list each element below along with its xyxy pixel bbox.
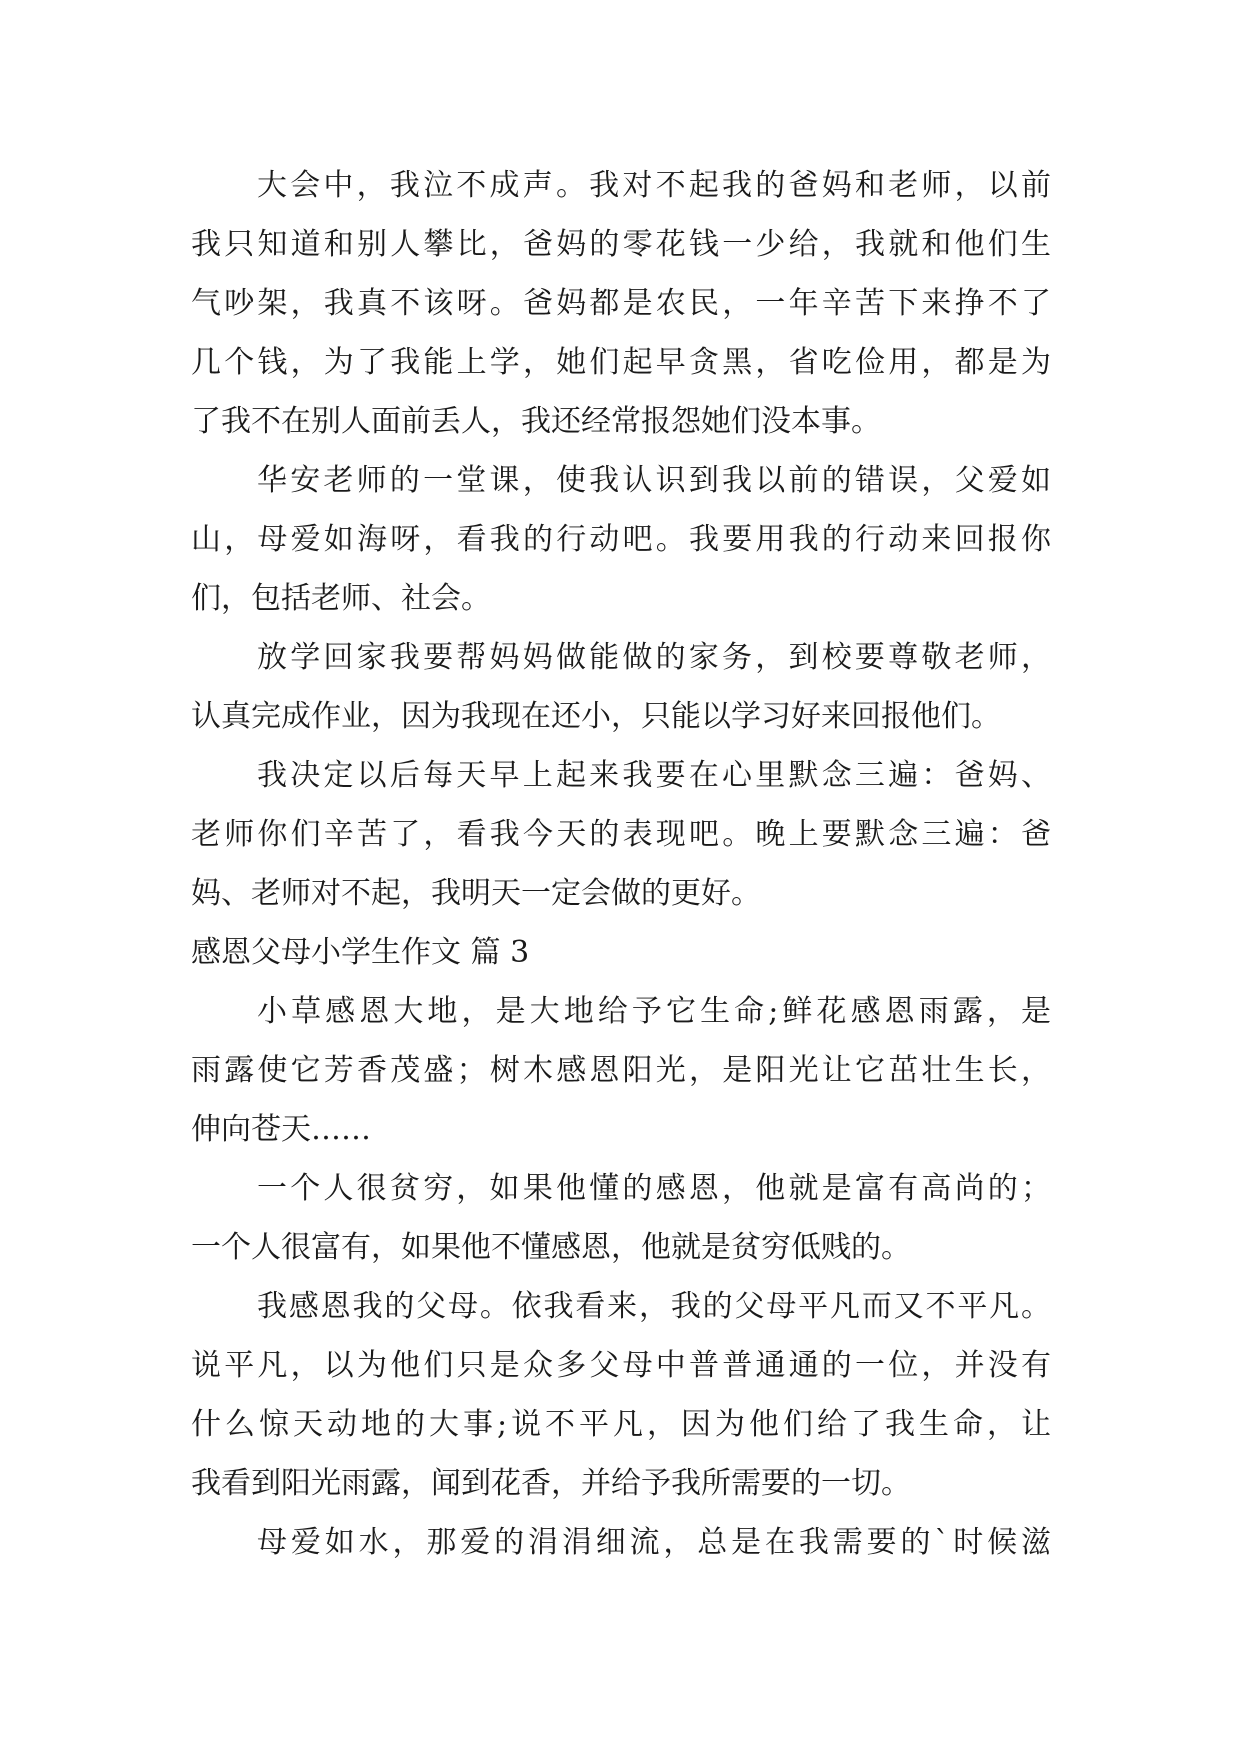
text-line: 气吵架，我真不该呀。爸妈都是农民，一年辛苦下来挣不了 — [191, 286, 1051, 321]
text-line: 一个人很贫穷，如果他懂的感恩，他就是富有高尚的； — [257, 1171, 1051, 1206]
text-line: 雨露使它芳香茂盛；树木感恩阳光，是阳光让它茁壮生长， — [191, 1053, 1051, 1088]
text-line: 们，包括老师、社会。 — [191, 581, 491, 616]
text-line: 我只知道和别人攀比，爸妈的零花钱一少给，我就和他们生 — [191, 227, 1051, 262]
text-line: 几个钱，为了我能上学，她们起早贪黑，省吃俭用，都是为 — [191, 345, 1051, 380]
text-line: 我看到阳光雨露，闻到花香，并给予我所需要的一切。 — [191, 1466, 911, 1501]
text-line: 妈、老师对不起，我明天一定会做的更好。 — [191, 876, 761, 911]
text-line: 放学回家我要帮妈妈做能做的家务，到校要尊敬老师， — [257, 640, 1051, 675]
text-line: 我感恩我的父母。依我看来，我的父母平凡而又不平凡。 — [257, 1289, 1051, 1324]
text-line: 老师你们辛苦了，看我今天的表现吧。晚上要默念三遍：爸 — [191, 817, 1051, 852]
document-body — [191, 156, 1051, 1572]
text-line: 母爱如水，那爱的涓涓细流，总是在我需要的`时候滋 — [257, 1525, 1051, 1560]
text-line: 说平凡，以为他们只是众多父母中普普通通的一位，并没有 — [191, 1348, 1051, 1383]
text-line: 一个人很富有，如果他不懂感恩，他就是贫穷低贱的。 — [191, 1230, 911, 1265]
text-line: 大会中，我泣不成声。我对不起我的爸妈和老师，以前 — [257, 168, 1051, 203]
text-line: 了我不在别人面前丢人，我还经常报怨她们没本事。 — [191, 404, 881, 439]
text-line: 伸向苍天…… — [191, 1112, 371, 1147]
text-line: 认真完成作业，因为我现在还小，只能以学习好来回报他们。 — [191, 699, 1001, 734]
text-line: 什么惊天动地的大事;说不平凡，因为他们给了我生命，让 — [191, 1407, 1051, 1442]
text-line: 华安老师的一堂课，使我认识到我以前的错误，父爱如 — [257, 463, 1051, 498]
text-line: 小草感恩大地，是大地给予它生命;鲜花感恩雨露，是 — [257, 994, 1051, 1029]
section-heading: 感恩父母小学生作文 篇 3 — [191, 935, 530, 970]
text-line: 山，母爱如海呀，看我的行动吧。我要用我的行动来回报你 — [191, 522, 1051, 557]
text-line: 我决定以后每天早上起来我要在心里默念三遍：爸妈、 — [257, 758, 1051, 793]
